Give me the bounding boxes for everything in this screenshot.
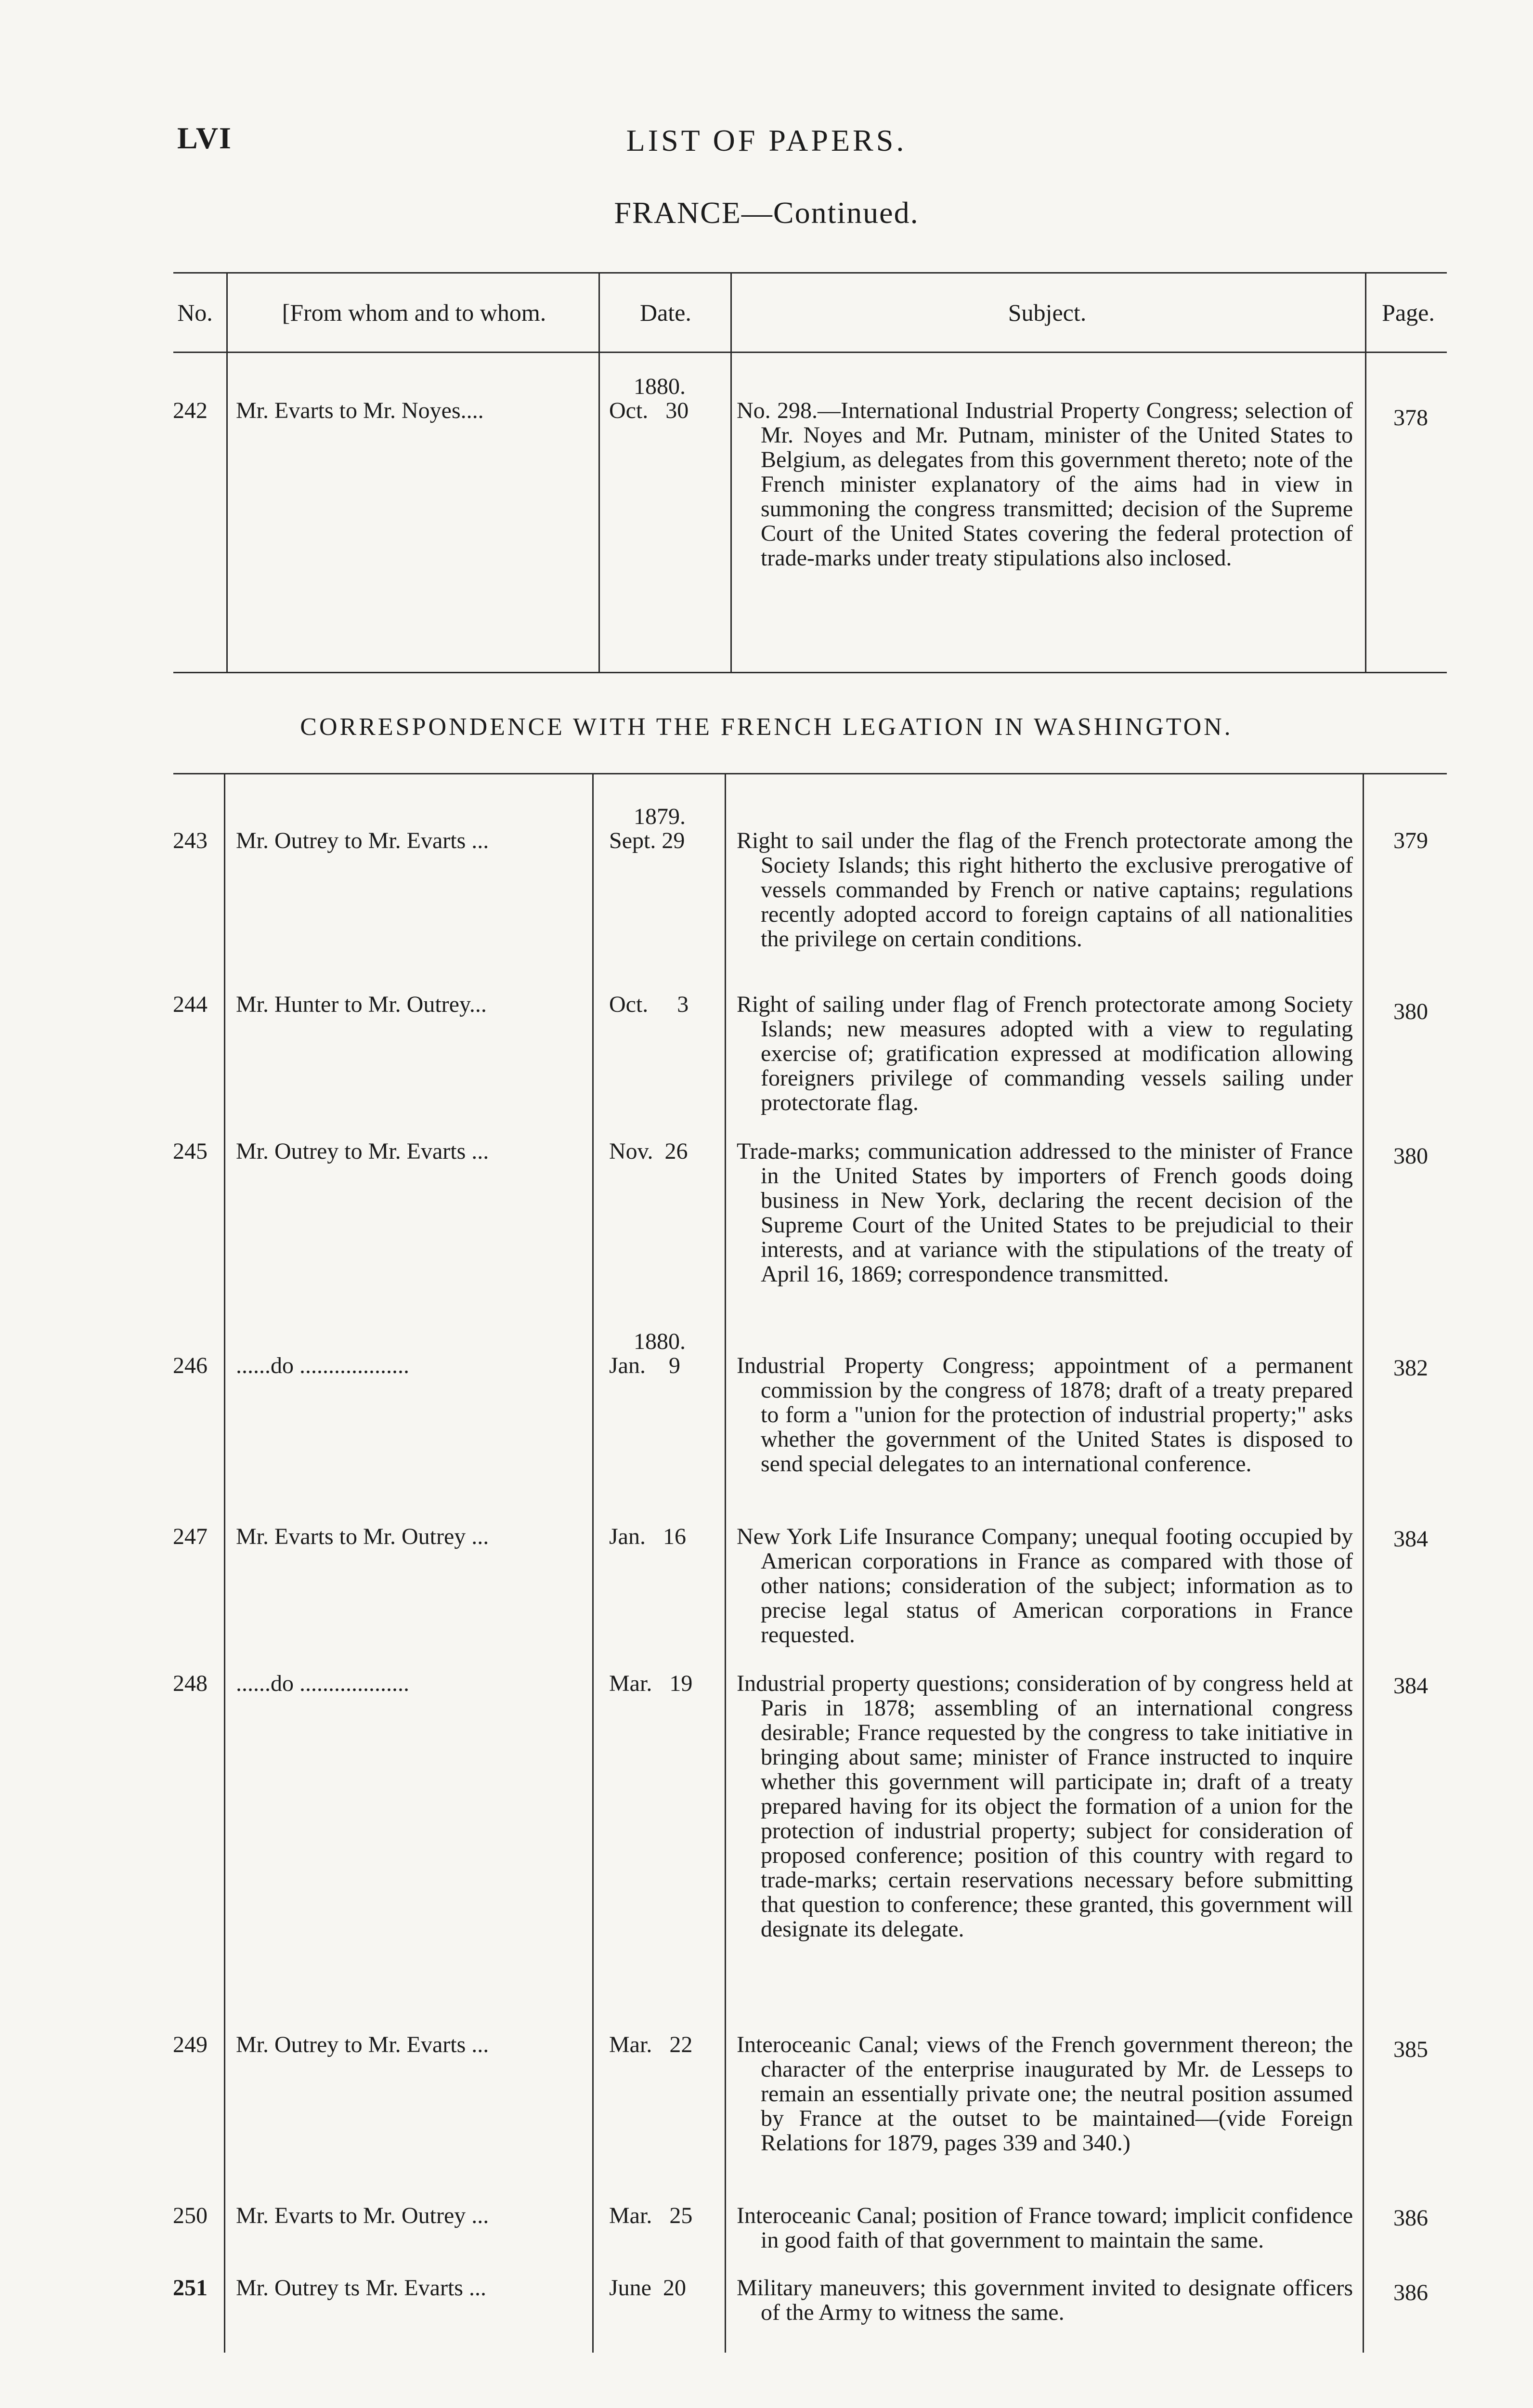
row-date: June 20 [609, 2275, 686, 2301]
row-from-to: Mr. Hunter to Mr. Outrey... [236, 992, 487, 1017]
row-date: Oct. 3 [609, 992, 689, 1017]
row-date: Sept. 29 [609, 828, 685, 853]
col-divider [598, 272, 600, 672]
row-page: 382 [1393, 1355, 1428, 1381]
row-number: 243 [173, 828, 208, 853]
col-divider [725, 773, 726, 2353]
row-year: 1880. [634, 1329, 686, 1354]
correspondence-title: CORRESPONDENCE WITH THE FRENCH LEGATION IN WASHINGTON. [300, 713, 1233, 741]
running-head: LIST OF PAPERS. [626, 123, 907, 157]
column-header-page: Page. [1382, 299, 1435, 326]
row-year: 1880. [634, 374, 686, 399]
row-page: 380 [1393, 1143, 1428, 1169]
row-from-to: Mr. Outrey to Mr. Evarts ... [236, 2032, 489, 2057]
row-number: 245 [173, 1139, 208, 1164]
col-divider [730, 272, 732, 672]
row-date: Oct. 30 [609, 398, 689, 423]
column-header-subject: Subject. [1008, 299, 1087, 326]
row-from-to: Mr. Outrey to Mr. Evarts ... [236, 1139, 489, 1164]
row-page: 379 [1393, 828, 1428, 853]
col-divider [592, 773, 594, 2353]
row-page: 384 [1393, 1526, 1428, 1552]
row-from-to: Mr. Outrey to Mr. Evarts ... [236, 828, 489, 853]
col-divider [226, 272, 228, 672]
row-subject: Right to sail under the flag of the French protectorate among the Society Islands; this right hitherto the exclusive prerogative of vessels commanded by French or native captains; regulations recently adopted accord to foreign captains of all nationalities the privilege on certain conditions. [737, 828, 1353, 952]
row-from-to: ......do ................... [236, 1353, 409, 1378]
row-page: 386 [1393, 2205, 1428, 2231]
col-divider [224, 773, 225, 2353]
row-subject: No. 298.—International Industrial Property Congress; selection of Mr. Noyes and Mr. Putnam, minister of the United States to Belgium, as delegates from this government thereto; note of the French minister explanatory of the aims had in view in summoning the congress transmitted; decision of the Supreme Court of the United States covering the federal protection of trade-marks under treaty stipulations also inclosed. [737, 398, 1353, 571]
row-number: 247 [173, 1524, 208, 1549]
row-subject: Trade-marks; communication addressed to the minister of France in the United States by importers of French goods doing business in New York, declaring the recent decision of the Supreme Court of the United States to be prejudicial to their interests, and at variance with the stipulations of the treaty of April 16, 1869; correspondence transmitted. [737, 1139, 1353, 1287]
row-from-to: Mr. Outrey ts Mr. Evarts ... [236, 2276, 486, 2300]
col-divider [1365, 272, 1366, 672]
row-number: 242 [173, 398, 208, 423]
row-from-to: Mr. Evarts to Mr. Outrey ... [236, 1524, 489, 1549]
row-page: 385 [1393, 2037, 1428, 2062]
row-subject: Military maneuvers; this government invited to designate officers of the Army to witness the same. [737, 2275, 1353, 2325]
row-number: 249 [173, 2032, 208, 2057]
section-title: FRANCE—Continued. [614, 196, 919, 230]
row-date: Jan. 16 [609, 1524, 686, 1549]
row-subject: Interoceanic Canal; views of the French government thereon; the character of the enterprise inaugurated by Mr. de Lesseps to remain an essentially private one; the neutral position assumed by France at the outset to be maintained—(vide Foreign Relations for 1879, pages 339 and 340.) [737, 2032, 1353, 2156]
row-from-to: ......do ................... [236, 1671, 409, 1696]
row-number: 244 [173, 992, 208, 1017]
row-date: Mar. 22 [609, 2032, 693, 2057]
row-date: Mar. 25 [609, 2203, 693, 2228]
row-subject: Right of sailing under flag of French protectorate among Society Islands; new measures adopted with a view to regulating exercise of; gratification expressed at modification allowing foreigners privilege of commanding vessels sailing under protectorate flag. [737, 992, 1353, 1115]
row-number: 248 [173, 1671, 208, 1696]
row-page: 380 [1393, 999, 1428, 1024]
row-subject: Industrial property questions; consideration of by congress held at Paris in 1878; assembling of an international congress desirable; France requested by the congress to take initiative in bringing about same; minister of France instructed to inquire whether this government will participate in; draft of a treaty prepared having for its object the formation of a union for the protection of industrial property; subject for consideration of proposed conference; position of this country with regard to trade-marks; certain reservations necessary before submitting that question to conference; these granted, this government will designate its delegate. [737, 1671, 1353, 1942]
column-header-date: Date. [640, 299, 691, 326]
table-top-rule [173, 272, 1447, 274]
row-from-to: Mr. Evarts to Mr. Noyes.... [236, 398, 484, 423]
col-divider [1363, 773, 1364, 2353]
row-page: 386 [1393, 2280, 1428, 2305]
row-date: Jan. 9 [609, 1353, 680, 1378]
row-from-to: Mr. Evarts to Mr. Outrey ... [236, 2203, 489, 2228]
column-header-from: [From whom and to whom. [282, 299, 546, 326]
row-subject: Industrial Property Congress; appointment of a permanent commission by the congress of 1878; draft of a treaty prepared to form a "union for the protection of industrial property;" asks whether the government of the United States is disposed to send special delegates to an international conference. [737, 1353, 1353, 1477]
row-page: 384 [1393, 1673, 1428, 1699]
page-number: LVI [177, 121, 232, 155]
header-bottom-rule [173, 352, 1447, 353]
column-header-no: No. [177, 299, 213, 326]
row-page: 378 [1393, 405, 1428, 431]
row-subject: Interoceanic Canal; position of France toward; implicit confidence in good faith of that government to maintain the same. [737, 2203, 1353, 2253]
row-date: Nov. 26 [609, 1139, 688, 1164]
correspondence-rule [173, 773, 1447, 774]
row-number: 246 [173, 1353, 208, 1378]
row-subject: New York Life Insurance Company; unequal footing occupied by American corporations in France as compared with those of other nations; consideration of the subject; information as to precise legal status of American corporations in France requested. [737, 1524, 1353, 1648]
row-year: 1879. [634, 804, 686, 829]
section-rule [173, 672, 1447, 673]
row-number: 251 [173, 2275, 208, 2301]
row-number: 250 [173, 2203, 208, 2228]
row-date: Mar. 19 [609, 1671, 693, 1696]
